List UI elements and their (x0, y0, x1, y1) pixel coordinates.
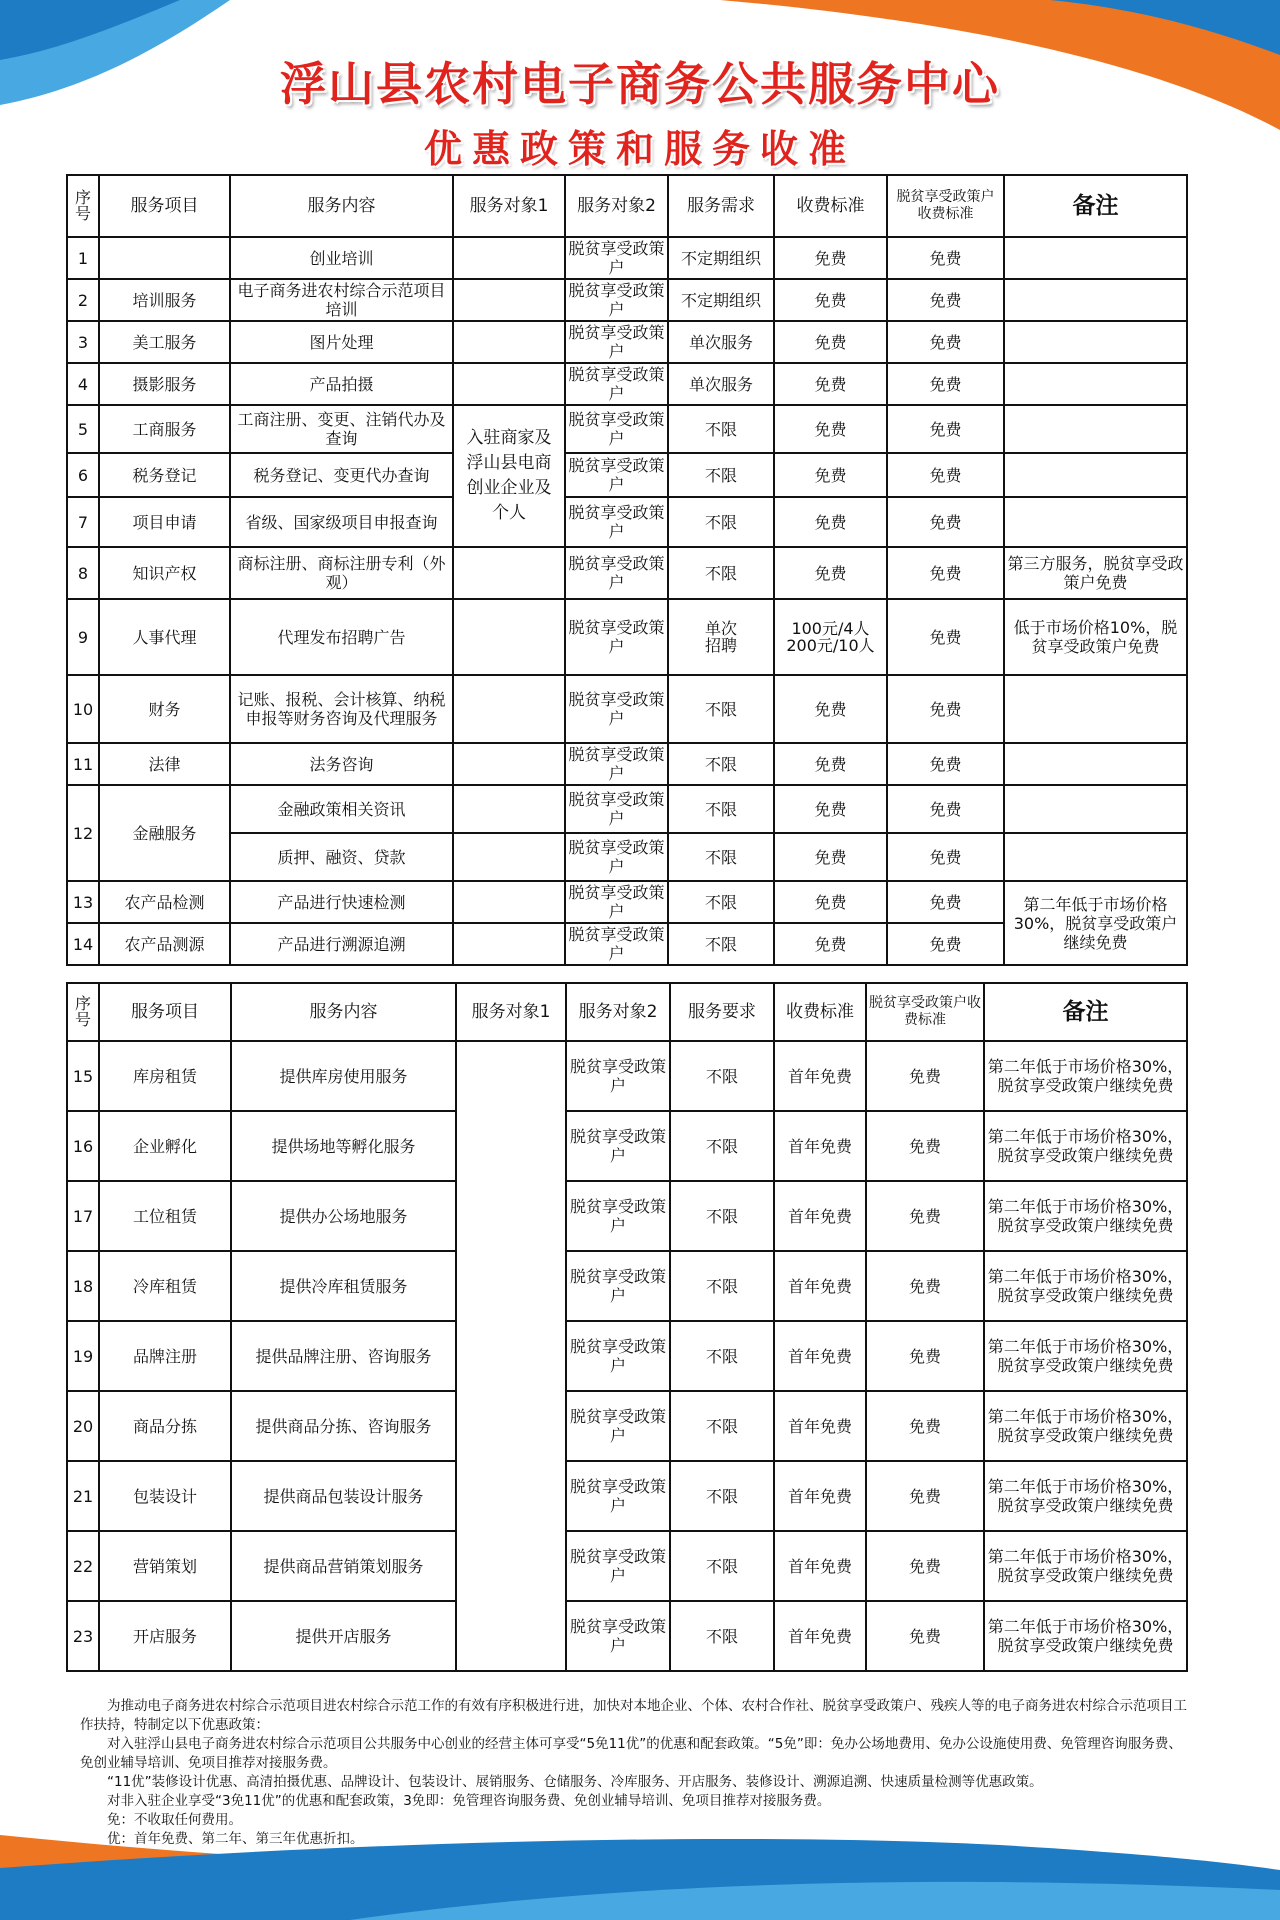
table-row (67, 1601, 1187, 1671)
cell-fee-poverty: 免费 (887, 363, 1004, 405)
cell-note: 第二年低于市场价格30%，脱贫享受政策户继续免费 (984, 1181, 1187, 1251)
cell-content: 省级、国家级项目申报查询 (230, 497, 453, 547)
cell-need: 不限 (670, 1181, 774, 1251)
cell-item: 美工服务 (99, 321, 230, 363)
cell-note: 第三方服务，脱贫享受政策户免费 (1004, 547, 1187, 599)
cell-note (1004, 405, 1187, 453)
cell-item: 项目申请 (99, 497, 230, 547)
table-row (67, 1181, 1187, 1251)
cell-content: 提供商品分拣、咨询服务 (231, 1391, 456, 1461)
header-need: 服务要求 (670, 983, 774, 1041)
cell-seq: 3 (67, 321, 99, 363)
cell-fee: 首年免费 (774, 1111, 866, 1181)
cell-need: 不限 (668, 743, 774, 785)
cell-seq: 9 (67, 599, 99, 675)
cell-seq: 4 (67, 363, 99, 405)
cell-seq: 12 (67, 785, 99, 881)
table-row (67, 675, 1187, 743)
cell-fee-poverty: 免费 (866, 1531, 984, 1601)
cell-seq: 22 (67, 1531, 99, 1601)
cell-fee-poverty: 免费 (866, 1461, 984, 1531)
notes-paragraph: “11优”装修设计优惠、高清拍摄优惠、品牌设计、包装设计、展销服务、仓储服务、冷库服务、开店服务、装修设计、溯源追溯、快速质量检测等优惠政策。 (107, 1774, 1043, 1790)
cell-fee-poverty: 免费 (887, 785, 1004, 833)
header-target1: 服务对象1 (453, 175, 565, 237)
cell-content: 提供商品营销策划服务 (231, 1531, 456, 1601)
cell-note: 第二年低于市场价格30%，脱贫享受政策户继续免费 (984, 1461, 1187, 1531)
cell-fee-poverty: 免费 (866, 1321, 984, 1391)
header-seq: 序号 (67, 983, 99, 1041)
cell-seq: 6 (67, 453, 99, 497)
cell-target2: 脱贫享受政策户 (565, 453, 668, 497)
cell-need: 不限 (670, 1251, 774, 1321)
table-header-row (67, 983, 1187, 1041)
cell-item: 工位租赁 (99, 1181, 231, 1251)
cell-item: 开店服务 (99, 1601, 231, 1671)
cell-content: 商标注册、商标注册专利（外观） (230, 547, 453, 599)
cell-item: 财务 (99, 675, 230, 743)
cell-item: 品牌注册 (99, 1321, 231, 1391)
cell-need: 不限 (668, 675, 774, 743)
cell-fee-poverty: 免费 (887, 405, 1004, 453)
cell-content: 提供库房使用服务 (231, 1041, 456, 1111)
cell-note: 第二年低于市场价格30%，脱贫享受政策户继续免费 (984, 1531, 1187, 1601)
cell-fee-poverty: 免费 (887, 497, 1004, 547)
cell-target1-empty (453, 363, 565, 405)
cell-seq: 11 (67, 743, 99, 785)
cell-seq: 5 (67, 405, 99, 453)
cell-target1-empty (453, 881, 565, 923)
header-fee-poverty: 脱贫享受政策户收费标准 (866, 983, 984, 1041)
cell-target2: 脱贫享受政策户 (565, 923, 668, 965)
cell-fee: 免费 (774, 405, 887, 453)
cell-target1-empty (453, 237, 565, 279)
cell-item: 法律 (99, 743, 230, 785)
cell-content: 提供办公场地服务 (231, 1181, 456, 1251)
cell-seq: 20 (67, 1391, 99, 1461)
cell-content: 创业培训 (230, 237, 453, 279)
cell-item: 商品分拣 (99, 1391, 231, 1461)
cell-content: 产品拍摄 (230, 363, 453, 405)
cell-item: 农产品测源 (99, 923, 230, 965)
header-item: 服务项目 (99, 983, 231, 1041)
header-target2: 服务对象2 (566, 983, 670, 1041)
cell-fee: 首年免费 (774, 1531, 866, 1601)
cell-fee-poverty: 免费 (887, 321, 1004, 363)
cell-note: 第二年低于市场价格30%，脱贫享受政策户继续免费 (984, 1321, 1187, 1391)
cell-item: 农产品检测 (99, 881, 230, 923)
cell-note: 第二年低于市场价格30%，脱贫享受政策户继续免费 (984, 1111, 1187, 1181)
table-row (67, 833, 1187, 881)
header-fee: 收费标准 (774, 983, 866, 1041)
cell-note (1004, 785, 1187, 833)
cell-fee: 免费 (774, 547, 887, 599)
cell-seq: 17 (67, 1181, 99, 1251)
cell-target2: 脱贫享受政策户 (566, 1531, 670, 1601)
cell-content: 电子商务进农村综合示范项目培训 (230, 279, 453, 321)
header-target1: 服务对象1 (456, 983, 566, 1041)
cell-need: 不定期组织 (668, 279, 774, 321)
cell-fee: 首年免费 (774, 1181, 866, 1251)
table-row (67, 1251, 1187, 1321)
cell-fee-poverty: 免费 (866, 1181, 984, 1251)
header-fee-poverty: 脱贫享受政策户收费标准 (887, 175, 1004, 237)
cell-note (1004, 321, 1187, 363)
cell-content: 法务咨询 (230, 743, 453, 785)
cell-fee-poverty: 免费 (887, 923, 1004, 965)
cell-fee-poverty: 免费 (887, 833, 1004, 881)
table-row (67, 1461, 1187, 1531)
notes-paragraph: 为推动电子商务进农村综合示范项目进农村综合示范工作的有效有序积极进行进，加快对本地企业、个体、农村合作社、脱贫享受政策户、残疾人等的电子商务进农村综合示范项目工作扶持，特制定以下优惠政策： (80, 1698, 1187, 1733)
cell-need: 不限 (668, 497, 774, 547)
cell-item: 金融服务 (99, 785, 230, 881)
cell-fee: 首年免费 (774, 1041, 866, 1111)
table-row (67, 743, 1187, 785)
header-target2: 服务对象2 (565, 175, 668, 237)
table-row (67, 453, 1187, 497)
page-header (0, 48, 1280, 173)
table-row (67, 321, 1187, 363)
service-table-1 (66, 174, 1188, 966)
cell-item: 冷库租赁 (99, 1251, 231, 1321)
cell-item: 工商服务 (99, 405, 230, 453)
cell-fee: 免费 (774, 833, 887, 881)
cell-content: 工商注册、变更、注销代办及查询 (230, 405, 453, 453)
cell-target2: 脱贫享受政策户 (565, 743, 668, 785)
cell-content: 记账、报税、会计核算、纳税申报等财务咨询及代理服务 (230, 675, 453, 743)
cell-fee-poverty: 免费 (887, 547, 1004, 599)
cell-note (1004, 237, 1187, 279)
cell-target2: 脱贫享受政策户 (566, 1251, 670, 1321)
notes-paragraph: 免：不收取任何费用。 (107, 1812, 242, 1828)
cell-note (1004, 453, 1187, 497)
cell-need: 不限 (668, 785, 774, 833)
cell-need: 不限 (670, 1111, 774, 1181)
cell-need: 不限 (668, 881, 774, 923)
cell-content: 产品进行快速检测 (230, 881, 453, 923)
cell-note (1004, 675, 1187, 743)
cell-seq: 19 (67, 1321, 99, 1391)
cell-fee-poverty: 免费 (887, 743, 1004, 785)
cell-item: 包装设计 (99, 1461, 231, 1531)
cell-seq: 14 (67, 923, 99, 965)
header-fee: 收费标准 (774, 175, 887, 237)
cell-seq: 15 (67, 1041, 99, 1111)
cell-fee-poverty: 免费 (887, 599, 1004, 675)
cell-fee: 免费 (774, 743, 887, 785)
cell-item: 库房租赁 (99, 1041, 231, 1111)
table-row (67, 881, 1187, 923)
cell-target2: 脱贫享受政策户 (565, 881, 668, 923)
header-content: 服务内容 (230, 175, 453, 237)
cell-target2: 脱贫享受政策户 (565, 497, 668, 547)
cell-fee-poverty: 免费 (866, 1251, 984, 1321)
cell-need: 不限 (668, 547, 774, 599)
cell-target1-empty (456, 1041, 566, 1671)
cell-target2: 脱贫享受政策户 (565, 833, 668, 881)
cell-item: 培训服务 (99, 279, 230, 321)
cell-seq: 13 (67, 881, 99, 923)
table-row (67, 405, 1187, 453)
cell-need: 不限 (670, 1321, 774, 1391)
cell-target2: 脱贫享受政策户 (566, 1601, 670, 1671)
cell-fee: 首年免费 (774, 1601, 866, 1671)
table-row (67, 1531, 1187, 1601)
service-table-2 (66, 982, 1188, 1672)
cell-need: 不限 (668, 833, 774, 881)
cell-target2: 脱贫享受政策户 (565, 405, 668, 453)
cell-seq: 21 (67, 1461, 99, 1531)
cell-seq: 16 (67, 1111, 99, 1181)
cell-fee-poverty: 免费 (866, 1111, 984, 1181)
table-row (67, 237, 1187, 279)
table-row (67, 1111, 1187, 1181)
header-note: 备注 (1004, 175, 1187, 237)
cell-target1-empty (453, 743, 565, 785)
cell-target2: 脱贫享受政策户 (565, 675, 668, 743)
cell-content: 提供冷库租赁服务 (231, 1251, 456, 1321)
cell-note (1004, 833, 1187, 881)
cell-note (1004, 743, 1187, 785)
cell-seq: 1 (67, 237, 99, 279)
cell-content: 提供场地等孵化服务 (231, 1111, 456, 1181)
cell-target2: 脱贫享受政策户 (565, 279, 668, 321)
cell-need: 不定期组织 (668, 237, 774, 279)
header-content: 服务内容 (231, 983, 456, 1041)
cell-target1-empty (453, 675, 565, 743)
cell-fee: 免费 (774, 321, 887, 363)
cell-need: 不限 (670, 1461, 774, 1531)
cell-note: 第二年低于市场价格30%，脱贫享受政策户继续免费 (984, 1391, 1187, 1461)
cell-fee: 免费 (774, 881, 887, 923)
cell-content: 图片处理 (230, 321, 453, 363)
cell-fee: 免费 (774, 497, 887, 547)
cell-target2: 脱贫享受政策户 (566, 1391, 670, 1461)
cell-target2: 脱贫享受政策户 (565, 599, 668, 675)
cell-fee: 首年免费 (774, 1461, 866, 1531)
notes-paragraph: 优：首年免费、第二年、第三年优惠折扣。 (107, 1831, 364, 1847)
table-row (67, 1041, 1187, 1111)
cell-fee-poverty: 免费 (866, 1391, 984, 1461)
table-row (67, 599, 1187, 675)
cell-fee: 免费 (774, 785, 887, 833)
cell-content: 提供商品包装设计服务 (231, 1461, 456, 1531)
cell-content: 金融政策相关资讯 (230, 785, 453, 833)
cell-target2: 脱贫享受政策户 (566, 1041, 670, 1111)
cell-content: 代理发布招聘广告 (230, 599, 453, 675)
cell-fee-poverty: 免费 (887, 237, 1004, 279)
cell-note: 第二年低于市场价格30%，脱贫享受政策户继续免费 (984, 1251, 1187, 1321)
table-row (67, 1391, 1187, 1461)
table-row (67, 547, 1187, 599)
cell-need: 单次招聘 (668, 599, 774, 675)
cell-note-merged: 第二年低于市场价格30%，脱贫享受政策户继续免费 (1004, 881, 1187, 965)
cell-target1-empty (453, 833, 565, 881)
cell-need: 单次服务 (668, 363, 774, 405)
cell-fee: 免费 (774, 279, 887, 321)
cell-note: 低于市场价格10%，脱贫享受政策户免费 (1004, 599, 1187, 675)
header-seq: 序号 (67, 175, 99, 237)
cell-target1-empty (453, 599, 565, 675)
cell-seq: 23 (67, 1601, 99, 1671)
table-header-row (67, 175, 1187, 237)
cell-target1-empty (453, 923, 565, 965)
cell-fee: 首年免费 (774, 1321, 866, 1391)
cell-note (1004, 497, 1187, 547)
cell-target2: 脱贫享受政策户 (566, 1181, 670, 1251)
notes-paragraph: 对非入驻企业享受“3免11优”的优惠和配套政策，3免即：免管理咨询服务费、免创业辅导培训、免项目推荐对接服务费。 (107, 1793, 831, 1809)
cell-seq: 7 (67, 497, 99, 547)
cell-target2: 脱贫享受政策户 (565, 237, 668, 279)
page-title: 浮山县农村电子商务公共服务中心 (280, 57, 1000, 111)
cell-target1-merged: 入驻商家及浮山县电商创业企业及个人 (453, 405, 565, 547)
cell-fee-poverty: 免费 (887, 279, 1004, 321)
cell-seq: 8 (67, 547, 99, 599)
cell-need: 不限 (670, 1531, 774, 1601)
cell-target2: 脱贫享受政策户 (566, 1321, 670, 1391)
cell-fee-poverty: 免费 (887, 453, 1004, 497)
cell-target1-empty (453, 547, 565, 599)
cell-need: 不限 (668, 405, 774, 453)
cell-note (1004, 279, 1187, 321)
table-row (67, 785, 1187, 833)
cell-target2: 脱贫享受政策户 (565, 321, 668, 363)
cell-need: 不限 (670, 1041, 774, 1111)
cell-fee: 100元/4人 200元/10人 (774, 599, 887, 675)
cell-fee: 免费 (774, 675, 887, 743)
cell-fee-poverty: 免费 (866, 1041, 984, 1111)
cell-content: 提供开店服务 (231, 1601, 456, 1671)
header-note: 备注 (984, 983, 1187, 1041)
cell-fee: 免费 (774, 237, 887, 279)
cell-fee: 首年免费 (774, 1251, 866, 1321)
table-row (67, 363, 1187, 405)
header-need: 服务需求 (668, 175, 774, 237)
cell-note: 第二年低于市场价格30%，脱贫享受政策户继续免费 (984, 1601, 1187, 1671)
notes-paragraph: 对入驻浮山县电子商务进农村综合示范项目公共服务中心创业的经营主体可享受“5免11优”的优惠和配套政策。“5免”即：免办公场地费用、免办公设施使用费、免管理咨询服务费、免创业辅导培训、免项目推荐对接服务费。 (80, 1736, 1182, 1771)
cell-content: 提供品牌注册、咨询服务 (231, 1321, 456, 1391)
cell-target2: 脱贫享受政策户 (565, 547, 668, 599)
header-item: 服务项目 (99, 175, 230, 237)
table-row (67, 497, 1187, 547)
cell-content: 产品进行溯源追溯 (230, 923, 453, 965)
cell-fee: 免费 (774, 363, 887, 405)
cell-target1-empty (453, 279, 565, 321)
cell-target1-empty (453, 785, 565, 833)
cell-fee-poverty: 免费 (887, 675, 1004, 743)
cell-item: 企业孵化 (99, 1111, 231, 1181)
cell-fee: 首年免费 (774, 1391, 866, 1461)
cell-seq: 2 (67, 279, 99, 321)
cell-need: 不限 (670, 1601, 774, 1671)
cell-target1-empty (453, 321, 565, 363)
page-subtitle: 优惠政策和服务收准 (423, 127, 856, 171)
cell-target2: 脱贫享受政策户 (566, 1461, 670, 1531)
cell-seq: 10 (67, 675, 99, 743)
cell-fee-poverty: 免费 (866, 1601, 984, 1671)
cell-target2: 脱贫享受政策户 (565, 785, 668, 833)
cell-item: 营销策划 (99, 1531, 231, 1601)
cell-need: 单次服务 (668, 321, 774, 363)
cell-fee: 免费 (774, 923, 887, 965)
cell-note (1004, 363, 1187, 405)
policy-notes (80, 1697, 1190, 1849)
cell-target2: 脱贫享受政策户 (566, 1111, 670, 1181)
cell-item: 摄影服务 (99, 363, 230, 405)
cell-need: 不限 (668, 453, 774, 497)
cell-target2: 脱贫享受政策户 (565, 363, 668, 405)
cell-content: 税务登记、变更代办查询 (230, 453, 453, 497)
cell-item: 税务登记 (99, 453, 230, 497)
cell-item (99, 237, 230, 279)
cell-need: 不限 (670, 1391, 774, 1461)
cell-item: 知识产权 (99, 547, 230, 599)
cell-fee: 免费 (774, 453, 887, 497)
cell-need: 不限 (668, 923, 774, 965)
table-row (67, 1321, 1187, 1391)
cell-content: 质押、融资、贷款 (230, 833, 453, 881)
table-row (67, 279, 1187, 321)
cell-item: 人事代理 (99, 599, 230, 675)
cell-seq: 18 (67, 1251, 99, 1321)
cell-note: 第二年低于市场价格30%，脱贫享受政策户继续免费 (984, 1041, 1187, 1111)
cell-fee-poverty: 免费 (887, 881, 1004, 923)
